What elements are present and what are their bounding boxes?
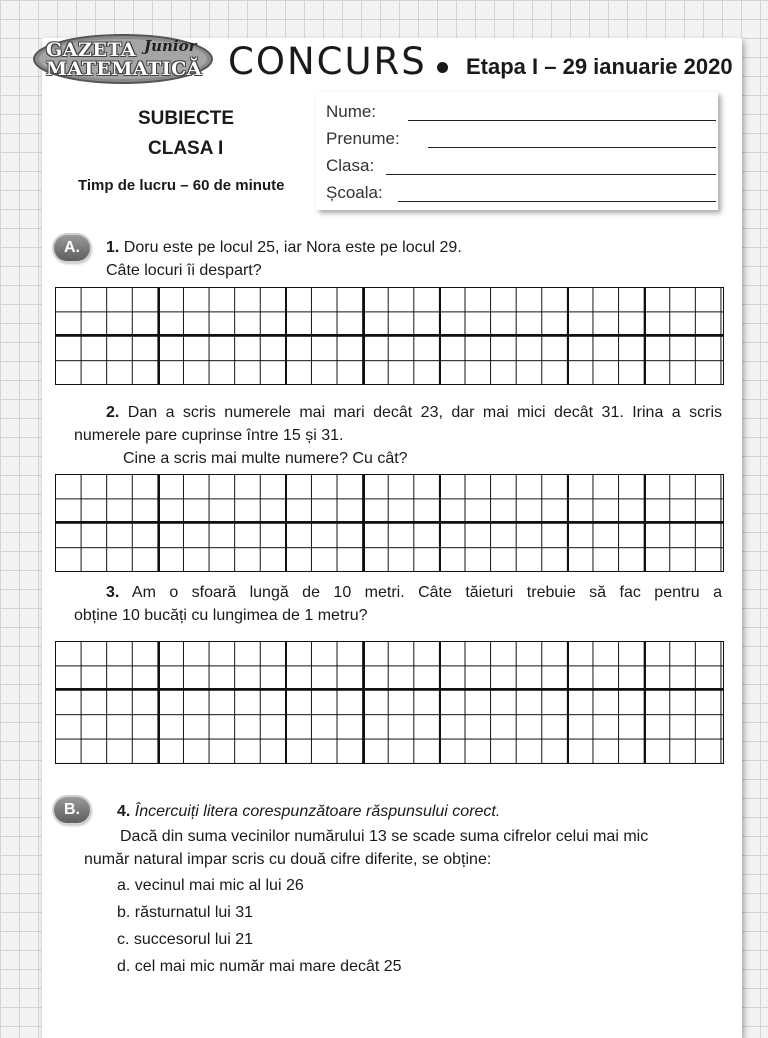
q2-text-line3: Cine a scris mai multe numere? Cu cât? xyxy=(123,450,408,467)
option-b[interactable]: b. răsturnatul lui 31 xyxy=(117,904,254,921)
nume-field[interactable] xyxy=(408,119,716,121)
q3-text-line2: obține 10 bucăți cu lungimea de 1 metru? xyxy=(74,607,368,624)
subiecte-heading: SUBIECTE xyxy=(138,108,235,129)
section-b-badge: B. xyxy=(54,797,90,823)
question-3-line1 xyxy=(74,581,722,604)
question-1 xyxy=(106,236,462,259)
section-a-badge: A. xyxy=(54,235,90,261)
q1-text-line2: Câte locuri îi despart? xyxy=(106,262,262,279)
q3-number: 3. xyxy=(106,584,120,601)
nume-label: Nume: xyxy=(326,102,377,121)
bullet-dot-icon xyxy=(437,62,448,73)
q2-text-line2: numerele pare cuprinse între 15 și 31. xyxy=(74,427,344,444)
scoala-field[interactable] xyxy=(398,200,716,202)
clasa-field[interactable] xyxy=(386,173,716,175)
prenume-label: Prenume: xyxy=(326,129,400,148)
etapa-date: Etapa I – 29 ianuarie 2020 xyxy=(466,54,733,79)
q4-text-line2: număr natural impar scris cu două cifre diferite, se obține: xyxy=(84,851,492,868)
logo-text-matematica: MATEMATICĂ xyxy=(46,58,202,80)
answer-grid-3[interactable] xyxy=(55,641,724,764)
question-4-instruction xyxy=(117,800,500,823)
prenume-field[interactable] xyxy=(428,146,716,148)
question-2-line1 xyxy=(74,401,722,424)
q1-text-line1: Doru este pe locul 25, iar Nora este pe locul 29. xyxy=(123,239,462,256)
clasa-label: Clasa: xyxy=(326,156,375,175)
answer-grid-1[interactable] xyxy=(55,287,724,385)
clasa-heading: CLASA I xyxy=(148,138,224,159)
logo-text-junior: Junior xyxy=(144,37,197,55)
q3-text-line1: Am o sfoară lungă de 10 metri. Câte tăieturi trebuie să fac pentru a xyxy=(131,584,722,601)
scoala-label: Școala: xyxy=(326,183,383,202)
q4-text-line1: Dacă din suma vecinilor numărului 13 se scade suma cifrelor celui mai mic xyxy=(120,828,649,845)
q4-number: 4. xyxy=(117,803,131,820)
option-c[interactable]: c. succesorul lui 21 xyxy=(117,931,254,948)
q1-number: 1. xyxy=(106,239,120,256)
student-info-box xyxy=(316,92,718,210)
gazeta-matematica-logo xyxy=(32,33,214,85)
time-limit: Timp de lucru – 60 de minute xyxy=(78,177,285,194)
q4-instruction-text: Încercuiți litera corespunzătoare răspunsului corect. xyxy=(134,803,501,820)
option-a[interactable]: a. vecinul mai mic al lui 26 xyxy=(117,877,304,894)
logo-text-gazeta: GAZETA xyxy=(46,39,137,61)
option-d[interactable]: d. cel mai mic număr mai mare decât 25 xyxy=(117,958,402,975)
q2-text-line1: Dan a scris numerele mai mari decât 23, dar mai mici decât 31. Irina a scris xyxy=(127,404,722,421)
answer-grid-2[interactable] xyxy=(55,474,724,572)
page-title: CONCURS xyxy=(228,40,427,83)
q2-number: 2. xyxy=(106,404,120,421)
